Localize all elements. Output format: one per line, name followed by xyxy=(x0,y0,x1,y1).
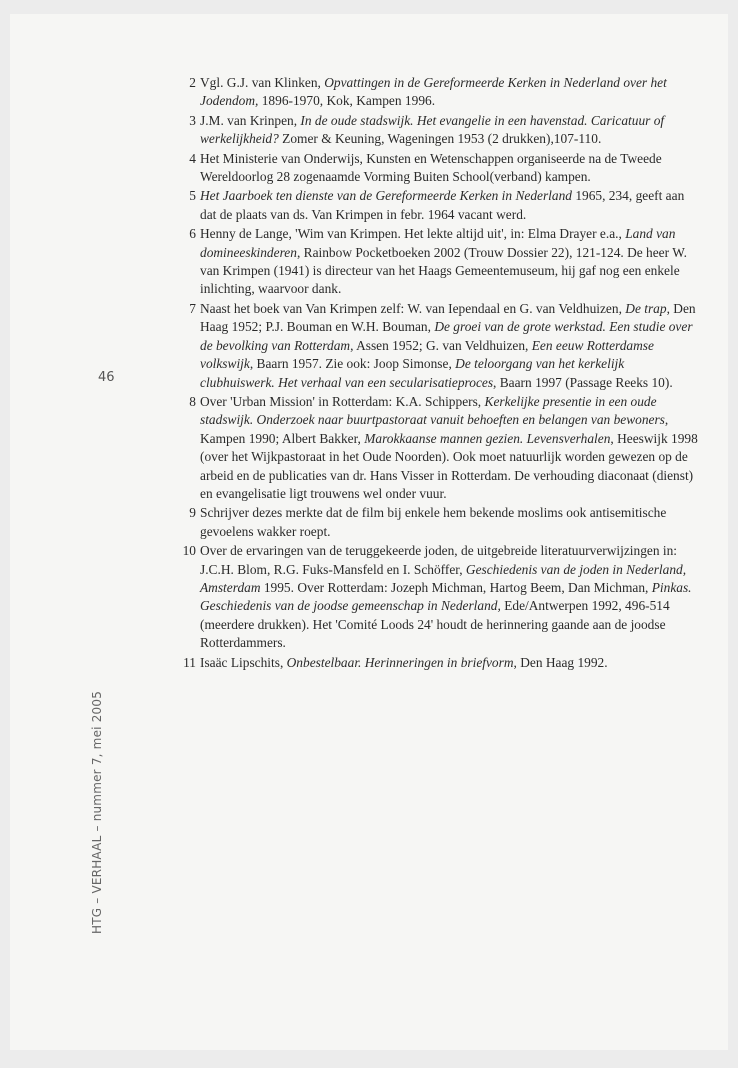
running-head: HTG – VERHAAL – nummer 7, mei 2005 xyxy=(90,690,104,934)
endnote-text xyxy=(200,150,698,187)
endnote-segment: Over de ervaringen van de teruggekeerde joden, de uitgebreide literatuurverwijzingen in: J.C.H. Blom, R.G. Fuks-Mansfeld en I. Schöffer, xyxy=(200,543,678,577)
endnote xyxy=(178,187,698,224)
endnote-segment: Over 'Urban Mission' in Rotterdam: K.A. Schippers, xyxy=(200,393,485,409)
endnote-segment: , Assen 1952; G. van Veldhuizen, xyxy=(350,337,532,353)
endnote-number: 5 xyxy=(189,188,196,204)
endnote-segment: , Rainbow Pocketboeken 2002 (Trouw Dossier 22), 121-124. De heer W. van Krimpen (1941) is directeur van het Haags Gemeentemuseum, hij gaf nog een enkele inlichting, waarvoor dank. xyxy=(200,244,687,297)
endnote-text xyxy=(200,542,698,652)
endnotes-list xyxy=(178,74,698,673)
endnote-segment: Ede/Antwerpen 1992, 496-514 (meerdere drukken). Het 'Comité Loods 24' houdt de herinnering gaande aan de joodse Rotterdammers. xyxy=(200,598,670,651)
endnote-number: 2 xyxy=(189,75,196,90)
endnote-title: De groei van de grote werkstad. Een studie over de bevolking van Rotterdam xyxy=(200,319,693,353)
endnote-segment: 1995. Over Rotterdam: Jozeph Michman, Hartog Beem, Dan Michman, xyxy=(260,579,652,595)
endnote-text xyxy=(200,187,698,224)
endnote-number: 4 xyxy=(189,150,196,166)
endnote-segment: 1896-1970, Kok, Kampen 1996. xyxy=(258,93,436,109)
endnote-segment: Vgl. G.J. van Klinken, xyxy=(200,75,325,90)
endnote-title: Marokkaanse mannen gezien. Levensverhalen xyxy=(364,430,611,446)
endnote-segment: Henny de Lange, 'Wim van Krimpen. Het lekte altijd uit', in: Elma Drayer e.a., xyxy=(200,226,626,242)
endnote-segment: Zomer & Keuning, Wageningen 1953 (2 drukken),107-110. xyxy=(278,131,602,147)
endnote xyxy=(178,225,698,299)
endnote-title: Opvattingen in de Gereformeerde Kerken in Nederland over het Jodendom, xyxy=(200,75,667,109)
endnote-segment: Schrijver dezes merkte dat de film bij enkele hem bekende moslims ook antisemitische gevoelens wakker roept. xyxy=(200,505,667,539)
endnote-title: In de oude stadswijk. Het evangelie in een havenstad. Caricatuur of werkelijkheid? xyxy=(200,112,665,147)
endnote xyxy=(178,300,698,392)
endnote-segment: Het Ministerie van Onderwijs, Kunsten en Wetenschappen organiseerde na de Tweede Wereldoorlog 28 zogenaamde Vorming Buiten School(verband) kampen. xyxy=(200,150,662,185)
endnote-title: Een eeuw Rotterdamse volkswijk xyxy=(200,337,654,372)
endnote-title: Het Jaarboek ten dienste van de Gereformeerde Kerken in Nederland xyxy=(200,188,572,204)
endnote-title: Kerkelijke presentie in een oude stadswijk. Onderzoek naar buurtpastoraat vanuit behoeften en belangen van bewoners xyxy=(200,393,665,428)
endnote xyxy=(178,393,698,503)
endnote-title: De teloorgang van het kerkelijk clubhuiswerk. Het verhaal van een secularisatieproces xyxy=(200,356,625,390)
endnote-text xyxy=(200,654,698,672)
endnote-number: 10 xyxy=(182,543,196,559)
endnote-number: 6 xyxy=(189,226,196,242)
endnote-text xyxy=(200,300,698,392)
endnote-number: 9 xyxy=(189,505,196,521)
endnote-number: 11 xyxy=(183,654,196,670)
endnote-segment: J.M. van Krinpen, xyxy=(200,112,301,128)
endnote xyxy=(178,504,698,541)
endnote-title: Land van domineeskinderen xyxy=(200,226,676,260)
endnote-segment: , Den Haag 1992. xyxy=(513,654,608,670)
endnote-number: 7 xyxy=(189,300,196,316)
endnote-title: De trap xyxy=(625,300,667,316)
endnote-title: Pinkas. Geschiedenis van de joodse gemeenschap in Nederland, xyxy=(200,579,692,614)
endnote-text xyxy=(200,74,698,111)
endnote-text xyxy=(200,393,698,503)
endnote-segment: , Den Haag 1952; P.J. Bouman en W.H. Bouman, xyxy=(200,300,696,335)
endnote-text xyxy=(200,112,698,149)
endnote xyxy=(178,150,698,187)
endnote-title: Onbestelbaar. Herinneringen in briefvorm xyxy=(286,654,514,670)
endnote xyxy=(178,542,698,652)
endnote-text xyxy=(200,504,698,541)
endnote-segment: 1965, 234, geeft aan dat de plaats van ds. Van Krimpen in febr. 1964 vacant werd. xyxy=(200,188,685,222)
page-number: 46 xyxy=(98,370,115,385)
endnote-segment: , Kampen 1990; Albert Bakker, xyxy=(200,412,669,446)
endnote-segment: , Baarn 1957. Zie ook: Joop Simonse, xyxy=(249,356,456,372)
endnote-number: 8 xyxy=(189,393,196,409)
endnote-number: 3 xyxy=(189,112,196,128)
endnote xyxy=(178,112,698,149)
page xyxy=(10,14,728,1050)
endnote xyxy=(178,74,698,111)
endnote xyxy=(178,654,698,672)
endnote-segment: , Heeswijk 1998 (over het Wijkpastoraat in het Oude Noorden). Ook moet natuurlijk worden gewezen op de arbeid en de publicaties van dr. Hans Visser in Rotterdam. De verhouding diaconaat (dienst) en evangelisatie ligt trouwens wel onder vuur. xyxy=(200,430,698,501)
endnote-title: Geschiedenis van de joden in Nederland, Amsterdam xyxy=(200,561,687,595)
endnote-segment: Isaäc Lipschits, xyxy=(200,654,287,670)
endnote-segment: Naast het boek van Van Krimpen zelf: W. van Iependaal en G. van Veldhuizen, xyxy=(200,300,626,316)
endnote-text xyxy=(200,225,698,299)
endnote-segment: , Baarn 1997 (Passage Reeks 10). xyxy=(493,374,673,390)
